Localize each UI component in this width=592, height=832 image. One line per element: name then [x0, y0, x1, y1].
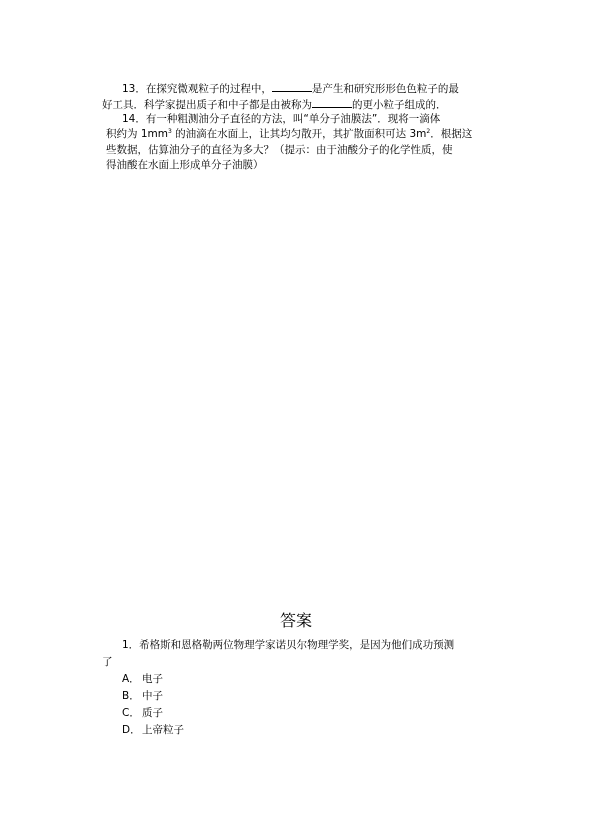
q14-text-1: 有一种粗测油分子直径的方法，叫“单分子油膜法”．现将一滴体: [145, 113, 441, 125]
option-b-letter: B．: [122, 690, 140, 702]
q14-text-2a: 积约为 1mm: [106, 128, 168, 140]
option-c-text: 质子: [142, 707, 163, 719]
option-d: [122, 723, 184, 737]
q13-text-2b: 的更小粒子组成的．: [352, 99, 447, 111]
q13-text-1b: 是产生和研究形形色色粒子的最: [311, 83, 459, 95]
option-d-text: 上帝粒子: [142, 724, 184, 736]
q13-number: 13．: [122, 83, 146, 95]
q14-line1: [122, 112, 440, 126]
q14-sup-2: 2: [426, 128, 431, 135]
q14-line4: [106, 158, 264, 172]
option-b: [122, 689, 163, 703]
answer-q1-line2: [102, 655, 113, 669]
q14-line3: [106, 143, 453, 157]
option-c-letter: C．: [122, 707, 140, 719]
q14-text-3: 些数据，估算油分子的直径为多大？（提示：由于油酸分子的化学性质，使: [106, 144, 453, 156]
answer-q1-line1: [122, 638, 454, 652]
option-a-letter: A．: [122, 673, 140, 685]
q14-sup-1: 3: [167, 128, 172, 135]
option-b-text: 中子: [142, 690, 163, 702]
option-a-text: 电子: [142, 673, 163, 685]
q13-line2: [102, 96, 447, 112]
q13-text-2a: 好工具．科学家提出质子和中子都是由被称为: [102, 99, 312, 111]
q13-text-1a: 在探究微观粒子的过程中，: [145, 83, 272, 95]
q14-text-2c: ．根据这: [430, 128, 473, 140]
q14-number: 14．: [122, 113, 146, 125]
answer-title: 答案: [279, 611, 312, 630]
answer-q1-text-2: 了: [102, 656, 113, 668]
q13-line1: [122, 80, 459, 96]
q14-text-4: 得油酸在水面上形成单分子油膜）: [106, 159, 264, 171]
q13-blank-1: [272, 80, 312, 92]
option-d-letter: D．: [122, 724, 141, 736]
q13-blank-2: [312, 96, 352, 108]
answer-q1-text-1: 1．希格斯和恩格勒两位物理学家诺贝尔物理学奖，是因为他们成功预测: [122, 639, 455, 651]
option-a: [122, 672, 163, 686]
q14-line2: [106, 127, 472, 141]
option-c: [122, 706, 163, 720]
q14-text-2b: 的油滴在水面上，让其均匀散开，其扩散面积可达 3m: [171, 128, 427, 140]
